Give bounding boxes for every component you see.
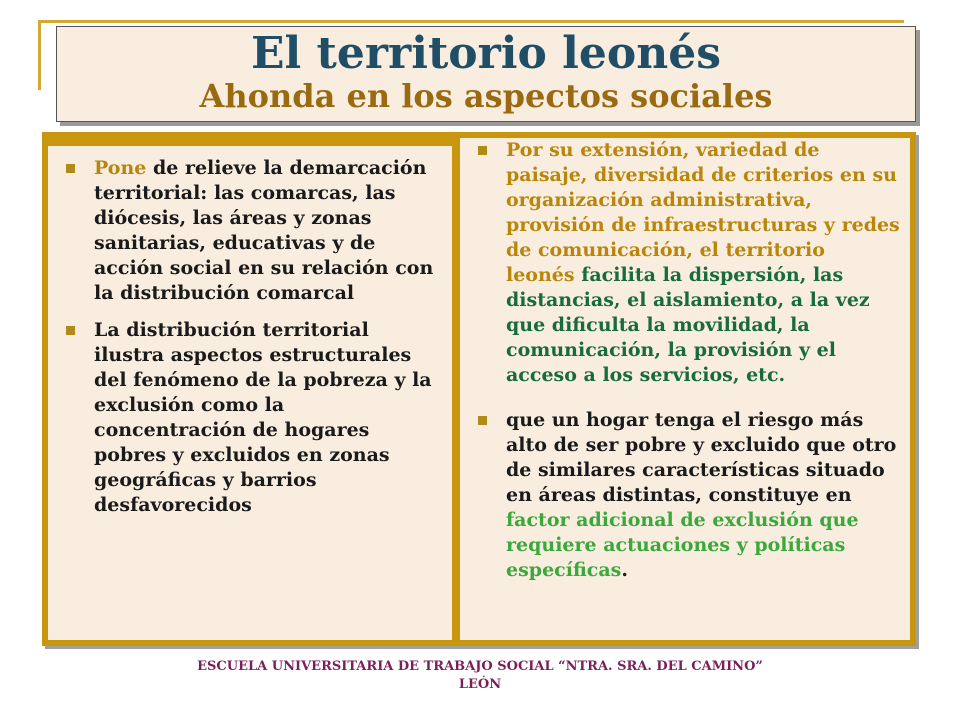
title-box	[56, 26, 916, 122]
right-bullet-list	[460, 138, 910, 583]
right-bullet-2-seg-3: .	[621, 559, 628, 581]
right-bullet-2-seg-2: factor adicional de exclusión que requiere actuaciones y políticas específicas	[506, 509, 859, 581]
square-bullet-icon	[478, 146, 487, 155]
right-column	[454, 132, 916, 646]
square-bullet-icon	[478, 416, 487, 425]
decorative-left-line	[38, 20, 41, 90]
right-bullet-2-seg-1: que un hogar tenga el riesgo más alto de ser pobre y excluido que otro de similares características situado en áreas distintas, constituye en	[506, 409, 897, 506]
right-bullet-2	[464, 408, 900, 583]
slide-title: El territorio leonés	[250, 28, 721, 79]
left-bullet-1-seg-1: Pone	[94, 157, 147, 179]
square-bullet-icon	[66, 164, 75, 173]
right-bullet-1	[464, 138, 900, 388]
left-bullet-list	[48, 146, 452, 518]
footer-institution: ESCUELA UNIVERSITARIA DE TRABAJO SOCIAL “NTRA. SRA. DEL CAMINO”	[197, 659, 763, 674]
left-column	[42, 132, 458, 646]
right-bullet-1-seg-1: Por su extensión, variedad de paisaje, diversidad de criterios en su organización administrativa, provisión de infraestructuras y redes de comunicación, el territorio leonés	[506, 139, 900, 286]
decorative-top-line	[40, 20, 904, 23]
left-bullet-1-seg-2: de relieve la demarcación territorial: las comarcas, las diócesis, las áreas y zonas sanitarias, educativas y de acción social en su relación con la distribución comarcal	[94, 157, 434, 304]
left-bullet-2	[52, 318, 438, 518]
slide-subtitle: Ahonda en los aspectos sociales	[199, 77, 773, 115]
square-bullet-icon	[66, 326, 75, 335]
left-bullet-1	[52, 156, 438, 306]
footer-city: LEÓN	[458, 677, 502, 692]
footer	[0, 658, 960, 694]
right-bullet-1-seg-2: facilita la dispersión, las distancias, el aislamiento, a la vez que dificulta la movilidad, la comunicación, la provisión y el acceso a los servicios, etc.	[506, 264, 870, 386]
left-bullet-2-seg-1: La distribución territorial ilustra aspectos estructurales del fenómeno de la pobreza y la exclusión como la concentración de hogares pobres y excluidos en zonas geográficas y barrios desfavorecidos	[94, 319, 432, 516]
